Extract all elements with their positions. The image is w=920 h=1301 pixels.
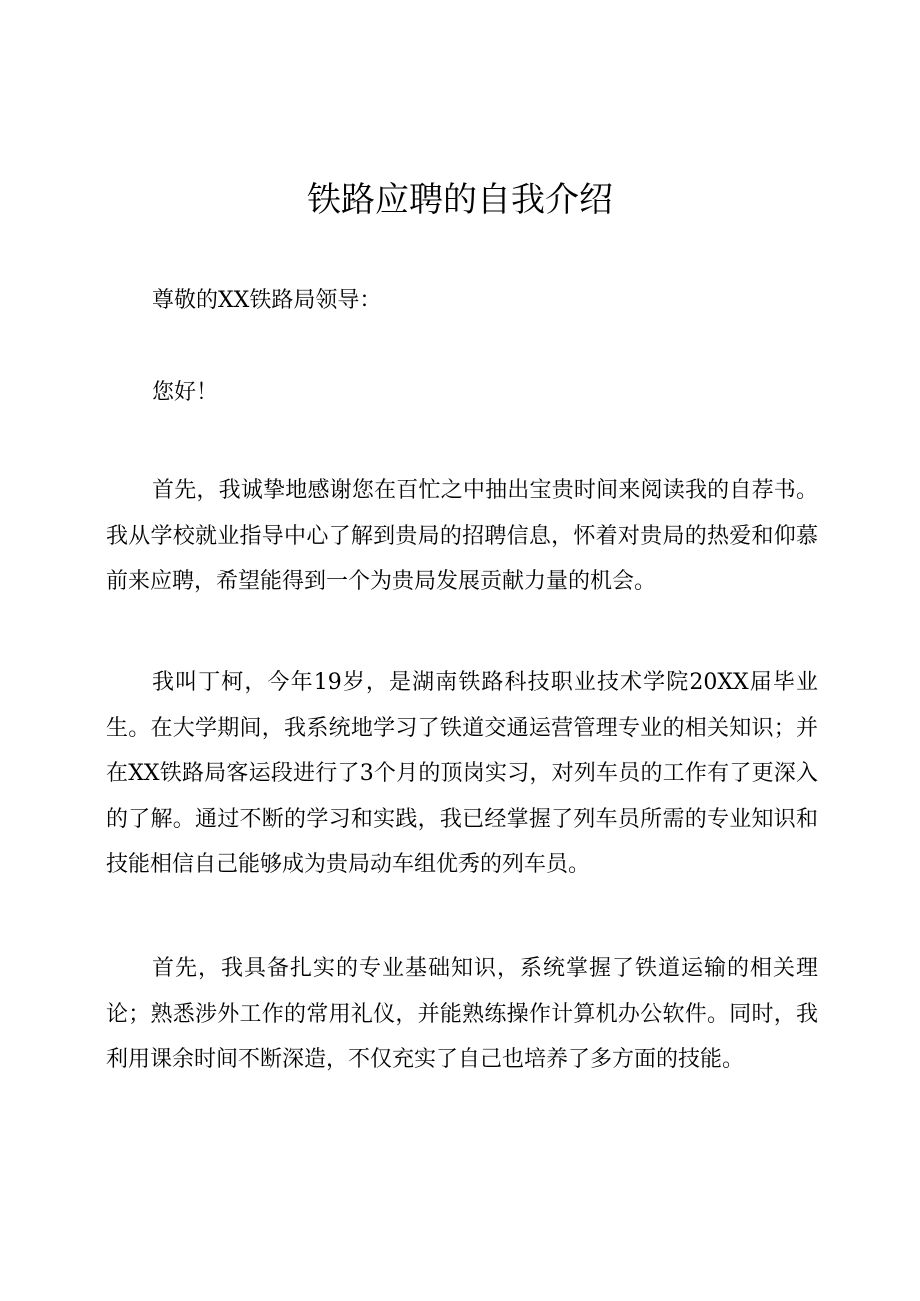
paragraph-skills: 首先，我具备扎实的专业基础知识，系统掌握了铁道运输的相关理论；熟悉涉外工作的常用礼仪，并能熟练操作计算机办公软件。同时，我利用课余时间不断深造，不仅充实了自己也培养了多方面的技能。 [106,956,818,1072]
paragraph-background: 我叫丁柯，今年19岁，是湖南铁路科技职业技术学院20XX届毕业生。在大学期间，我系统地学习了铁道交通运营管理专业的相关知识；并在XX铁路局客运段进行了3个月的顶岗实习，对列车员的工作有了更深入的了解。通过不断的学习和实践，我已经掌握了列车员所需的专业知识和技能相信自己能够成为贵局动车组优秀的列车员。 [106,670,818,877]
document-title: 铁路应聘的自我介绍 [307,180,613,220]
paragraph-gratitude: 首先，我诚挚地感谢您在百忙之中抽出宝贵时间来阅读我的自荐书。我从学校就业指导中心了解到贵局的招聘信息，怀着对贵局的热爱和仰慕前来应聘，希望能得到一个为贵局发展贡献力量的机会。 [106,478,818,594]
salutation-line: 尊敬的XX铁路局领导： [152,288,382,313]
greeting-line: 您好！ [152,380,219,405]
